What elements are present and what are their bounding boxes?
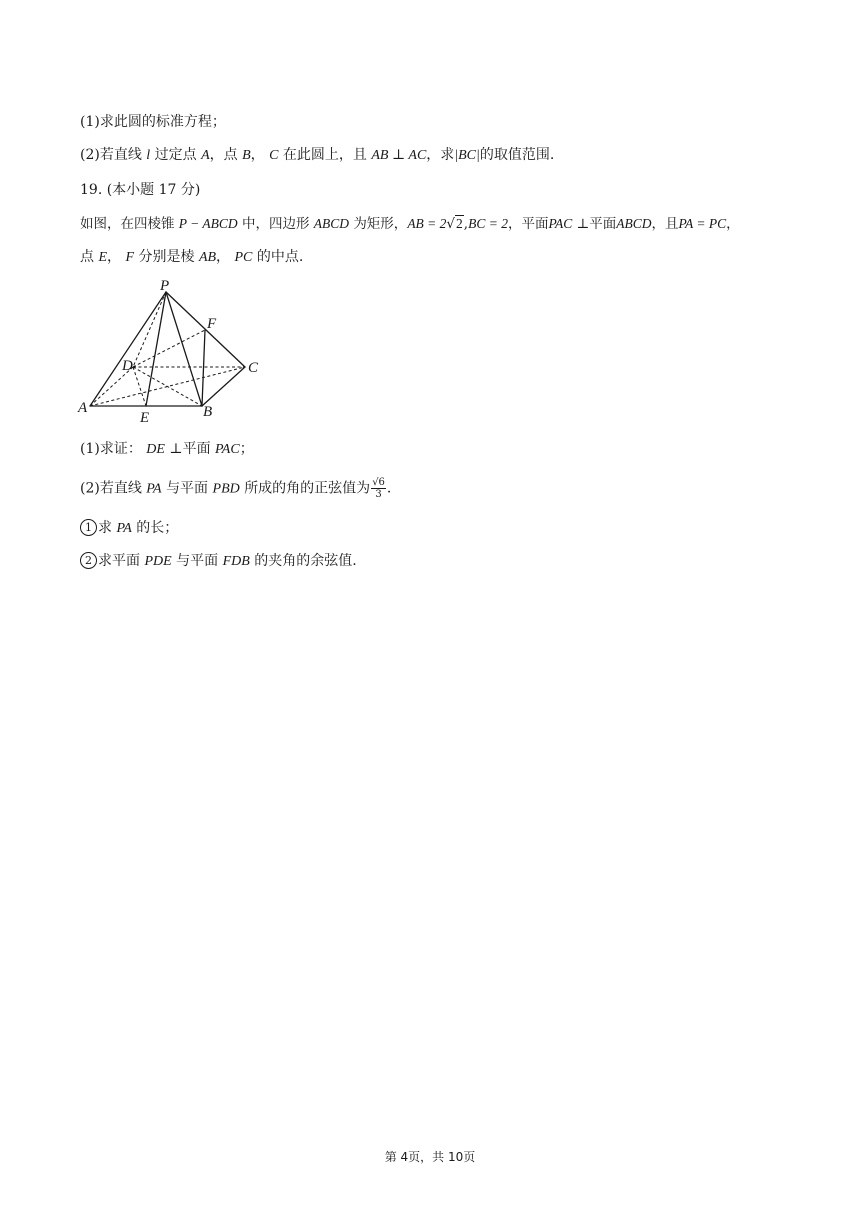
fraction xyxy=(371,477,386,500)
text: (1)求证： xyxy=(80,441,142,457)
part1-question-2 xyxy=(80,145,554,166)
label-d: D xyxy=(122,358,133,374)
text: 的中点. xyxy=(256,249,304,265)
text: ； xyxy=(239,441,254,457)
fraction-numerator: √6 xyxy=(372,477,385,488)
label-c: C xyxy=(248,360,259,376)
label-b: B xyxy=(203,404,213,420)
math: l xyxy=(146,148,151,163)
text: ，且 xyxy=(651,216,679,232)
label-e: E xyxy=(140,410,150,426)
problem-19-subquestion-2 xyxy=(80,551,357,572)
text: 与平面 xyxy=(166,480,209,497)
problem-19-statement-line-2 xyxy=(80,247,303,268)
text: 所成的角的正弦值为 xyxy=(244,480,371,497)
edge-pa xyxy=(90,292,166,406)
circled-number: 1 xyxy=(80,519,97,536)
text: ， xyxy=(107,249,122,265)
sqrt: √2 xyxy=(446,216,463,232)
text: (1)求此圆的标准方程； xyxy=(80,114,226,130)
text: 求 xyxy=(98,520,112,536)
problem-19-question-1 xyxy=(80,439,254,460)
math: PC xyxy=(234,250,253,265)
problem-19-question-2 xyxy=(80,477,391,500)
math: PA xyxy=(116,521,132,536)
text: ，平面 xyxy=(507,216,549,232)
text: (2)若直线 xyxy=(80,480,142,497)
math: AB = 2 xyxy=(407,216,447,231)
math: |BC| xyxy=(454,148,480,163)
page-footer: 第 4页，共 10页 xyxy=(384,1150,476,1164)
text: 在此圆上，且 xyxy=(282,147,367,163)
text: , xyxy=(463,216,469,232)
math: ABCD xyxy=(313,216,350,231)
segment-df xyxy=(133,330,205,367)
circled-number: 2 xyxy=(80,552,97,569)
text: 平面 xyxy=(589,216,617,232)
math: A xyxy=(201,148,210,163)
label-p: P xyxy=(160,278,170,294)
text: ⊥ xyxy=(576,216,590,232)
math: AB xyxy=(198,250,217,265)
math: DE xyxy=(146,442,165,457)
radicand: 2 xyxy=(456,216,463,231)
text: 为矩形， xyxy=(353,216,408,232)
math: F xyxy=(125,250,135,265)
text: 的夹角的余弦值. xyxy=(254,553,357,569)
math: AB ⊥ AC xyxy=(371,148,427,163)
text: 与平面 xyxy=(176,553,219,569)
text: 求平面 xyxy=(98,553,140,569)
text: 的长； xyxy=(136,520,179,536)
math: B xyxy=(242,148,251,163)
math: PAC xyxy=(548,216,573,231)
label-a: A xyxy=(78,400,88,416)
math: PA = PC xyxy=(678,216,727,231)
math: P − ABCD xyxy=(178,216,238,231)
text: ， xyxy=(726,216,740,232)
problem-19-subquestion-1 xyxy=(80,518,178,539)
text: 如图，在四棱锥 xyxy=(80,216,175,232)
text: ， xyxy=(216,249,231,265)
math: ABCD xyxy=(616,216,652,231)
fraction-denominator: 3 xyxy=(375,489,382,500)
text: (2)若直线 xyxy=(80,147,142,163)
math: E xyxy=(98,250,108,265)
label-f: F xyxy=(207,316,217,332)
math: PDE xyxy=(144,554,172,569)
edge-pd xyxy=(133,292,166,367)
text: 19. (本小题 17 分) xyxy=(80,182,201,198)
text: 分别是棱 xyxy=(138,249,195,265)
part1-question-1 xyxy=(80,112,226,132)
text: 过定点 xyxy=(154,147,197,163)
text: . xyxy=(386,480,392,497)
segment-fb xyxy=(202,330,205,406)
math: FDB xyxy=(222,554,250,569)
text: ，点 xyxy=(209,147,238,163)
math: C xyxy=(269,148,279,163)
text: ⊥平面 xyxy=(169,441,211,457)
math: PAC xyxy=(215,442,240,457)
problem-19-statement-line-1 xyxy=(80,214,740,234)
text: ，求 xyxy=(426,147,455,163)
problem-19-header xyxy=(80,180,200,200)
text: ， xyxy=(250,147,265,163)
pyramid-figure xyxy=(76,276,276,426)
text: 中，四边形 xyxy=(241,216,310,232)
math: PBD xyxy=(212,481,240,497)
text: 的取值范围. xyxy=(479,147,555,163)
math: PA xyxy=(146,481,162,497)
math: BC = 2 xyxy=(468,216,508,231)
text: 点 xyxy=(80,249,94,265)
